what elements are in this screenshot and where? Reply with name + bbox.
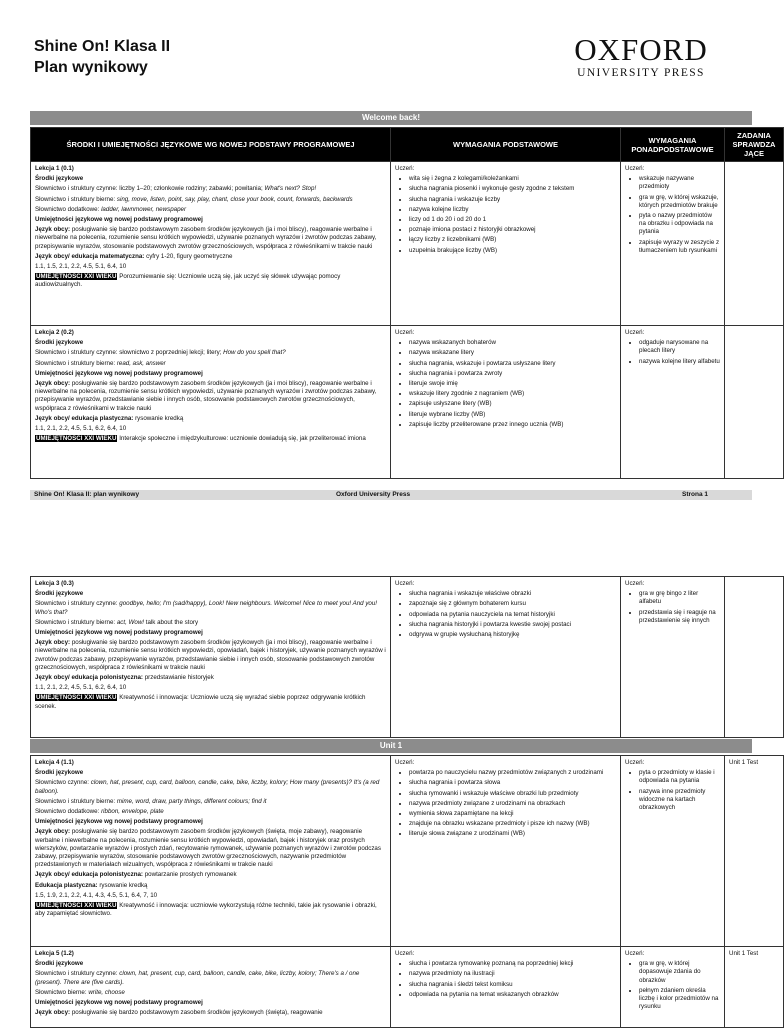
vocab-label: Słownictwo i struktury czynne:	[35, 970, 118, 978]
skill-label: Język obcy:	[35, 1009, 71, 1017]
advanced-requirements-list	[625, 590, 720, 625]
list-item: • słucha rymowanki i wskazuje właściwe obrazki lub przedmioty	[409, 790, 616, 798]
student-label: Uczeń:	[625, 759, 645, 766]
table-row	[31, 756, 784, 947]
vocab-label: Słownictwo bierne:	[35, 988, 87, 996]
vocab-italic: act, Wow!	[116, 618, 145, 626]
section-label: Umiejętności językowe wg nowej podstawy programowej	[35, 216, 203, 224]
section-label: Środki językowe	[35, 175, 84, 183]
lesson-plan-table-unit1	[30, 755, 784, 1028]
list-item: • poznaje imiona postaci z historyjki obrazkowej	[409, 226, 616, 234]
student-label: Uczeń:	[395, 759, 415, 766]
section-label: Środki językowe	[35, 769, 84, 777]
edu-label: Język obcy/ edukacja plastyczna:	[35, 414, 134, 422]
basic-requirements-list	[395, 175, 616, 255]
list-item: • odpowiada na pytania nauczyciela na temat historyjki	[409, 611, 616, 619]
vocab-italic: What's next? Stop!	[264, 185, 317, 193]
list-item: • uzupełnia brakujące liczby (WB)	[409, 247, 616, 255]
curriculum-codes: 1.1, 2.1, 2.2, 4.5, 5.1, 6.2, 6.4, 10	[35, 684, 127, 692]
student-label: Uczeń:	[395, 329, 415, 336]
student-label: Uczeń:	[625, 950, 645, 957]
list-item: • nazywa kolejne liczby	[409, 206, 616, 214]
student-label: Uczeń:	[395, 950, 415, 957]
footer-right: Strona 1	[682, 491, 709, 498]
document-title	[34, 36, 170, 78]
list-item: • łączy liczby z liczebnikami (WB)	[409, 236, 616, 244]
table-row	[31, 326, 784, 479]
table-row	[31, 947, 784, 1028]
basic-requirements-list	[395, 960, 616, 999]
list-item: • nazywa inne przedmioty widoczne na kartach obrazkowych	[639, 788, 720, 813]
vocab-italic: goodbye, hello; I'm (sad/happy), Look! New neighbours. Welcome! Nice to meet you! And you! Who's that?	[35, 600, 378, 616]
student-label: Uczeń:	[395, 580, 415, 587]
lesson-plan-table-page2	[30, 576, 784, 738]
list-item: • nazywa wskazane litery	[409, 349, 616, 357]
section-label: Środki językowe	[35, 590, 84, 598]
edu-label: Język obcy/ edukacja polonistyczna:	[35, 871, 143, 879]
section-label: Umiejętności językowe wg nowej podstawy programowej	[35, 999, 203, 1007]
vocab-label: Słownictwo dodatkowe:	[35, 205, 100, 213]
lesson-title: Lekcja 1 (0.1)	[35, 165, 74, 172]
list-item: • gra w grę, w której wskazuje, których przedmiotów brakuje	[639, 194, 720, 210]
list-item: • literuje swoje imię	[409, 380, 616, 388]
skill-label: Język obcy:	[35, 828, 71, 836]
vocab-italic: clown, hat, present, cup, card, balloon, candle, cake, bike, liczby, kolory; How many (presents)? It's (a red balloon).	[35, 779, 380, 795]
footer-center: Oxford University Press	[336, 491, 411, 498]
test-cell: Unit 1 Test	[729, 759, 759, 766]
list-item: • nazywa przedmioty związane z urodzinami na obrazkach	[409, 800, 616, 808]
skill-label: Język obcy:	[35, 639, 71, 647]
student-label: Uczeń:	[625, 580, 645, 587]
vocab-label: Słownictwo i struktury bierne:	[35, 618, 116, 626]
logo-main: OXFORD	[574, 32, 708, 67]
table-row	[31, 162, 784, 326]
xxi-text: Interakcje społeczne i międzykulturowe: uczniowie dowiadują się, jak przeliterować imiona	[119, 435, 366, 443]
logo-sub: UNIVERSITY PRESS	[577, 67, 705, 79]
list-item: • zapisuje usłyszane litery (WB)	[409, 400, 616, 408]
list-item: • słucha nagrania i powtarza słowa	[409, 779, 616, 787]
list-item: • odgaduje narysowane na plecach litery	[639, 339, 720, 355]
xxi-badge: UMIEJĘTNOŚCI XXI WIEKU	[36, 694, 117, 702]
skill-label: Język obcy:	[35, 226, 71, 234]
list-item: • pełnym zdaniem określa liczbę i kolor przedmiotów na rysunku	[639, 987, 720, 1012]
skill-text: posługiwanie się bardzo podstawowym zasobem środków językowych (ja i moi bliscy), reagowanie werbalne i niewerbalne na polecenia, rozumienie sensu krótkich wypowiedzi, opowiadań, bajek i historyjek, używanie poznanych wyrazów i zwrotów podczas zabawy, przepisywanie wyrazów, przedstawianie siebie i innych osób, stosowanie podstawowych zwrotów grzecznościowych, współpraca z rówieśnikami w trakcie nauki	[35, 639, 386, 671]
title-line-2: Plan wynikowy	[34, 59, 148, 76]
list-item: • odgrywa w grupie wysłuchaną historyjkę	[409, 631, 616, 639]
lesson-title: Lekcja 3 (0.3)	[35, 580, 74, 587]
edu-text: powtarzanie prostych rymowanek	[144, 871, 237, 879]
lesson-title: Lekcja 4 (1.1)	[35, 759, 74, 766]
test-cell: Unit 1 Test	[729, 950, 759, 957]
footer-left: Shine On! Klasa II: plan wynikowy	[34, 491, 140, 498]
header-col-tests: ZADANIA SPRAWDZA JĄCE	[725, 128, 784, 162]
xxi-text: Porozumiewanie się: Uczniowie uczą się, jak uczyć się słówek używając pomocy audiowizualnych.	[35, 273, 341, 289]
list-item: • słucha nagrania piosenki i wykonuje gesty zgodne z tekstem	[409, 185, 616, 193]
lesson-title: Lekcja 5 (1.2)	[35, 950, 74, 957]
page-footer	[30, 490, 752, 500]
list-item: • słucha nagrania i śledzi tekst komiksu	[409, 981, 616, 989]
section-band-unit1: Unit 1	[30, 739, 752, 753]
list-item: • wymienia słowa zapamiętane na lekcji	[409, 810, 616, 818]
list-item: • słucha nagrania, wskazuje i powtarza usłyszane litery	[409, 360, 616, 368]
header-col-skills: ŚRODKI I UMIEJĘTNOŚCI JĘZYKOWE WG NOWEJ PODSTAWY PROGRAMOWEJ	[31, 128, 391, 162]
vocab-label: Słownictwo i struktury czynne:	[35, 600, 118, 608]
advanced-requirements-list	[625, 339, 720, 366]
list-item: • nazywa przedmioty na ilustracji	[409, 970, 616, 978]
curriculum-codes: 1.1, 2.1, 2.2, 4.5, 5.1, 6.2, 6.4, 10	[35, 425, 127, 433]
list-item: • odpowiada na pytania na temat wskazanych obrazków	[409, 991, 616, 999]
edu-text: rysowanie kredką	[135, 414, 184, 422]
list-item: • zapisuje liczby przeliterowane przez innego ucznia (WB)	[409, 421, 616, 429]
basic-requirements-list	[395, 590, 616, 639]
list-item: • pyta o przedmioty w klasie i odpowiada na pytania	[639, 769, 720, 785]
list-item: • literuje wybrane liczby (WB)	[409, 411, 616, 419]
vocab-italic: read, ask, answer	[116, 359, 166, 367]
vocab-text: liczby 1–20; członkowie rodziny; zabawki; powitania;	[119, 185, 263, 193]
vocab-label: Słownictwo i struktury bierne:	[35, 797, 116, 805]
skill-label: Język obcy:	[35, 380, 71, 388]
skill-text: posługiwanie się bardzo podstawowym zasobem środków językowych (święta, moje zabawy), reagowanie werbalne i niewerbalne na polecenia, rozumienie sensu krótkich wypowiedzi, opowiadań, bajek i historyjek oraz prostych wierszyków, powtarzanie wyrazów i prostych zdań, recytowanie rymowanek, używanie poznanych wyrazów i zwrotów podczas zabawy, przepisywanie wyrazów, stosowanie podstawowych zwrotów grzecznościowych, nazywanie przedmiotów przedstawionych w materiałach wizualnych, współpraca z rówieśnikami w trakcie nauki	[35, 828, 381, 869]
list-item: • wita się i żegna z kolegami/koleżankami	[409, 175, 616, 183]
vocab-label: Słownictwo dodatkowe:	[35, 808, 100, 816]
curriculum-codes: 1.5, 1.9, 2.1, 2.2, 4.1, 4.3, 4.5, 5.1, 6.4, 7, 10	[35, 891, 158, 899]
skill-text: posługiwanie się bardzo podstawowym zasobem środków językowych (ja i moi bliscy), reagowanie werbalne i niewerbalne na polecenia, rozumienie sensu krótkich wypowiedzi, używanie poznanych wyrazów i zwrotów podczas zabawy, przepisywanie wyrazów, stosowanie podstawowych zwrotów grzecznościowych, współpraca z rówieśnikami w trakcie nauki	[35, 226, 377, 250]
list-item: • zapoznaje się z głównym bohaterem kursu	[409, 600, 616, 608]
xxi-text: Kreatywność i innowacja: uczniowie wykorzystują różne techniki, takie jak rysowanie i obrazki, aby zapamiętać słownictwo.	[35, 902, 377, 918]
skill-text: posługiwanie się bardzo podstawowym zasobem środków językowych (święta), reagowanie	[71, 1009, 323, 1017]
vocab-italic: ladder, lawnmower, newspaper	[101, 205, 187, 213]
header-col-basic: WYMAGANIA PODSTAWOWE	[391, 128, 621, 162]
list-item: • wskazuje litery zgodnie z nagraniem (WB)	[409, 390, 616, 398]
list-item: • pyta o nazwy przedmiotów na obrazku i odpowiada na pytania	[639, 212, 720, 237]
vocab-italic: write, choose	[88, 988, 125, 996]
section-label: Umiejętności językowe wg nowej podstawy programowej	[35, 629, 203, 637]
basic-requirements-list	[395, 769, 616, 838]
list-item: • wskazuje nazywane przedmioty	[639, 175, 720, 191]
list-item: • słucha nagrania historyjki i powtarza kwestie swojej postaci	[409, 621, 616, 629]
edu-text: rysowanie kredką	[99, 881, 148, 889]
vocab-label: Słownictwo czynne:	[35, 779, 89, 787]
skill-text: posługiwanie się bardzo podstawowym zasobem środków językowych (ja i moi bliscy), reagowanie werbalne i niewerbalne na polecenia, rozumienie sensu krótkich wypowiedzi, używanie poznanych wyrazów i zwrotów podczas zabawy, przepisywanie wyrazów, przedstawianie siebie i innych osób, stosowanie podstawowych zwrotów grzecznościowych, współpraca z rówieśnikami w trakcie nauki	[35, 380, 377, 412]
xxi-badge: UMIEJĘTNOŚCI XXI WIEKU	[36, 273, 117, 281]
list-item: • słucha nagrania i powtarza zwroty	[409, 370, 616, 378]
section-label: Środki językowe	[35, 960, 84, 968]
student-label: Uczeń:	[625, 329, 645, 336]
section-label: Umiejętności językowe wg nowej podstawy programowej	[35, 818, 203, 826]
list-item: • nazywa wskazanych bohaterów	[409, 339, 616, 347]
edu-label: Język obcy/ edukacja polonistyczna:	[35, 674, 143, 682]
list-item: • słucha nagrania i wskazuje liczby	[409, 196, 616, 204]
vocab-italic: clown, hat, present, cup, card, balloon, candle, cake, bike, liczby, kolory; There's a / one (present). There are (five cards).	[35, 970, 360, 986]
test-cell	[725, 577, 783, 583]
oxford-logo	[566, 34, 716, 80]
list-item: • literuje słowa związane z urodzinami (WB)	[409, 830, 616, 838]
vocab-italic: ribbon, envelope, plate	[101, 808, 164, 816]
list-item: • słucha nagrania i wskazuje właściwe obrazki	[409, 590, 616, 598]
edu-text: cyfry 1-20, figury geometryczne	[146, 252, 233, 260]
advanced-requirements-list	[625, 960, 720, 1011]
list-item: • zapisuje wyrazy w zeszycie z tłumaczeniem lub rysunkami	[639, 239, 720, 255]
vocab-label: Słownictwo i struktury czynne:	[35, 349, 118, 357]
list-item: • przedstawia się i reaguje na przedstawienie się innych	[639, 609, 720, 625]
vocab-italic: mime, word, draw, party things, different colours; find it	[116, 797, 267, 805]
student-label: Uczeń:	[395, 165, 415, 172]
edu-text: przedstawianie historyjek	[144, 674, 214, 682]
advanced-requirements-list	[625, 175, 720, 255]
title-line-1: Shine On! Klasa II	[34, 38, 171, 55]
header-col-advanced: WYMAGANIA PONADPODSTAWOWE	[621, 128, 725, 162]
list-item: • powtarza po nauczycielu nazwy przedmiotów związanych z urodzinami	[409, 769, 616, 777]
test-cell	[725, 162, 783, 168]
lesson-plan-table-page1	[30, 127, 784, 479]
advanced-requirements-list	[625, 769, 720, 812]
section-label: Środki językowe	[35, 339, 84, 347]
vocab-italic: sing, move, listen, point, say, play, chant, close your book, count, forwards, backwards	[116, 195, 353, 203]
list-item: • gra w grę bingo z liter alfabetu	[639, 590, 720, 606]
list-item: • słucha i powtarza rymowankę poznaną na poprzedniej lekcji	[409, 960, 616, 968]
xxi-badge: UMIEJĘTNOŚCI XXI WIEKU	[36, 435, 117, 443]
table-row	[31, 577, 784, 738]
list-item: • gra w grę, w której dopasowuje zdania do obrazków	[639, 960, 720, 985]
student-label: Uczeń:	[625, 165, 645, 172]
vocab-label: Słownictwo i struktury bierne:	[35, 195, 116, 203]
basic-requirements-list	[395, 339, 616, 429]
lesson-title: Lekcja 2 (0.2)	[35, 329, 74, 336]
curriculum-codes: 1.1, 1.5, 2.1, 2.2, 4.5, 5.1, 6.4, 10	[35, 263, 127, 271]
edu-label: Edukacja plastyczna:	[35, 881, 98, 889]
list-item: • nazywa kolejne litery alfabetu	[639, 358, 720, 366]
edu-label: Język obcy/ edukacja matematyczna:	[35, 252, 145, 260]
vocab-label: Słownictwo i struktury czynne:	[35, 185, 118, 193]
vocab-label: Słownictwo i struktury bierne:	[35, 359, 116, 367]
vocab-text: talk about the story	[145, 618, 199, 626]
list-item: • liczy od 1 do 20 i od 20 do 1	[409, 216, 616, 224]
section-label: Umiejętności językowe wg nowej podstawy programowej	[35, 369, 203, 377]
test-cell	[725, 326, 783, 332]
vocab-italic: How do you spell that?	[223, 349, 286, 357]
vocab-text: słownictwo z poprzedniej lekcji; litery;	[119, 349, 222, 357]
xxi-text: Kreatywność i innowacja: Uczniowie uczą się wyrażać siebie poprzez odgrywanie krótkich scenek.	[35, 694, 366, 710]
xxi-badge: UMIEJĘTNOŚCI XXI WIEKU	[36, 902, 117, 910]
section-band-welcome: Welcome back!	[30, 111, 752, 125]
list-item: • znajduje na obrazku wskazane przedmioty i pisze ich nazwy (WB)	[409, 820, 616, 828]
